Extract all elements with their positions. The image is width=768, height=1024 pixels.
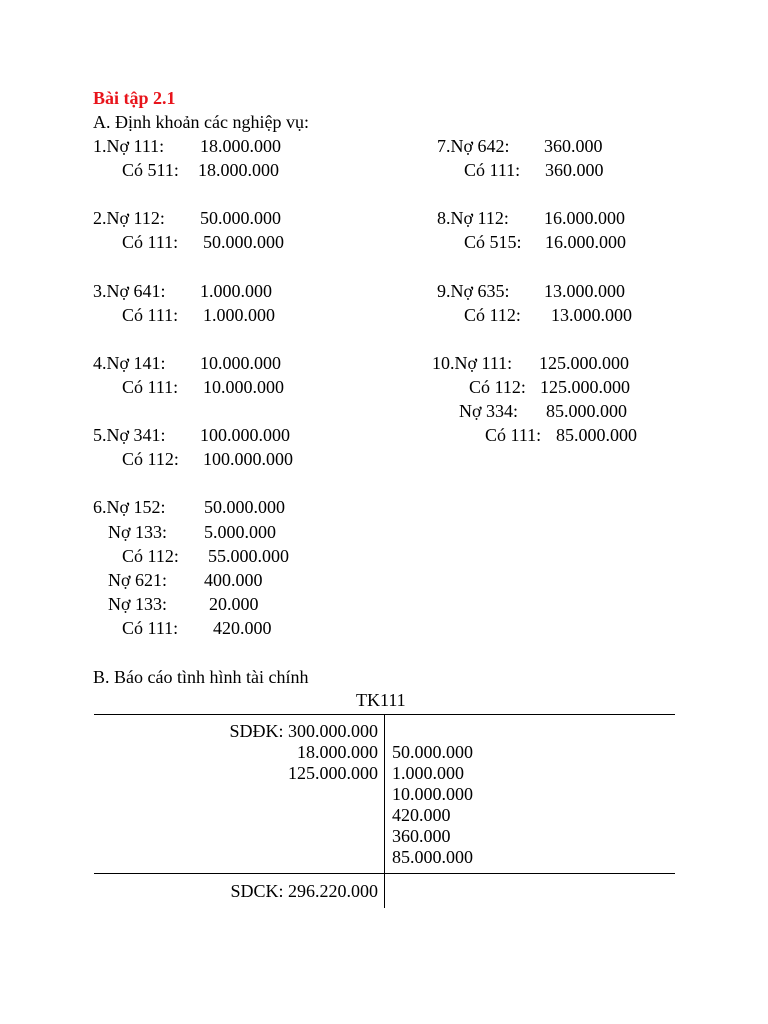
entry-8-value: 16.000.000	[544, 208, 625, 228]
debit-entry: 125.000.000	[288, 763, 378, 783]
entry-5-credit-value: 100.000.000	[203, 449, 293, 469]
entry-4-value: 10.000.000	[200, 353, 281, 373]
entry-2-label: 2.Nợ 112:	[93, 208, 165, 228]
entry-6-line5-value: 20.000	[209, 594, 259, 614]
entry-7-credit-value: 360.000	[545, 160, 604, 180]
entry-2-credit-label: Có 111:	[122, 232, 179, 252]
section-b-heading: B. Báo cáo tình hình tài chính	[93, 667, 309, 687]
entry-10-line3-value: 85.000.000	[546, 401, 627, 421]
entry-1-credit-value: 18.000.000	[198, 160, 279, 180]
credit-entry: 420.000	[392, 805, 451, 825]
entry-10-line3-label: Nợ 334:	[459, 401, 519, 421]
exercise-title: Bài tập 2.1	[93, 88, 176, 108]
entry-10-line2-value: 125.000.000	[540, 377, 630, 397]
entry-1-label: 1.Nợ 111:	[93, 136, 165, 156]
t-account-vertical-line	[384, 714, 385, 908]
entry-8-label: 8.Nợ 112:	[437, 208, 509, 228]
credit-entry: 1.000.000	[392, 763, 464, 783]
entry-6-line4-label: Nợ 621:	[108, 570, 168, 590]
entry-1-credit-label: Có 511:	[122, 160, 179, 180]
entry-10-line4-value: 85.000.000	[556, 425, 637, 445]
entry-9-value: 13.000.000	[544, 281, 625, 301]
closing-balance: SDCK: 296.220.000	[230, 881, 378, 901]
debit-entry: 18.000.000	[297, 742, 378, 762]
entry-6-line6-label: Có 111:	[122, 618, 179, 638]
entry-5-value: 100.000.000	[200, 425, 290, 445]
entry-6-line2-value: 5.000.000	[204, 522, 276, 542]
credit-entry: 360.000	[392, 826, 451, 846]
entry-10-line2-label: Có 112:	[469, 377, 526, 397]
entry-3-value: 1.000.000	[200, 281, 272, 301]
t-account-name: TK111	[356, 690, 406, 710]
entry-8-credit-value: 16.000.000	[545, 232, 626, 252]
entry-6-label: 6.Nợ 152:	[93, 497, 166, 517]
entry-5-credit-label: Có 112:	[122, 449, 179, 469]
entry-2-credit-value: 50.000.000	[203, 232, 284, 252]
entry-1-value: 18.000.000	[200, 136, 281, 156]
entry-7-label: 7.Nợ 642:	[437, 136, 510, 156]
entry-7-value: 360.000	[544, 136, 603, 156]
opening-balance: SDĐK: 300.000.000	[229, 721, 378, 741]
entry-10-line4-label: Có 111:	[485, 425, 542, 445]
entry-6-line5-label: Nợ 133:	[108, 594, 168, 614]
credit-entry: 85.000.000	[392, 847, 473, 867]
entry-10-label: 10.Nợ 111:	[432, 353, 513, 373]
entry-7-credit-label: Có 111:	[464, 160, 521, 180]
t-account-bottom-line	[94, 873, 675, 874]
entry-3-credit-label: Có 111:	[122, 305, 179, 325]
entry-2-value: 50.000.000	[200, 208, 281, 228]
credit-entry: 50.000.000	[392, 742, 473, 762]
entry-6-line3-value: 55.000.000	[208, 546, 289, 566]
entry-9-credit-label: Có 112:	[464, 305, 521, 325]
entry-6-line4-value: 400.000	[204, 570, 263, 590]
credit-entry: 10.000.000	[392, 784, 473, 804]
entry-6-line2-label: Nợ 133:	[108, 522, 168, 542]
entry-9-label: 9.Nợ 635:	[437, 281, 510, 301]
entry-4-label: 4.Nợ 141:	[93, 353, 166, 373]
entry-3-label: 3.Nợ 641:	[93, 281, 166, 301]
entry-8-credit-label: Có 515:	[464, 232, 522, 252]
entry-4-credit-value: 10.000.000	[203, 377, 284, 397]
entry-9-credit-value: 13.000.000	[551, 305, 632, 325]
entry-5-label: 5.Nợ 341:	[93, 425, 166, 445]
entry-3-credit-value: 1.000.000	[203, 305, 275, 325]
entry-6-line6-value: 420.000	[213, 618, 272, 638]
section-a-heading: A. Định khoản các nghiệp vụ:	[93, 112, 309, 132]
entry-6-line3-label: Có 112:	[122, 546, 179, 566]
entry-10-value: 125.000.000	[539, 353, 629, 373]
entry-4-credit-label: Có 111:	[122, 377, 179, 397]
entry-6-value: 50.000.000	[204, 497, 285, 517]
